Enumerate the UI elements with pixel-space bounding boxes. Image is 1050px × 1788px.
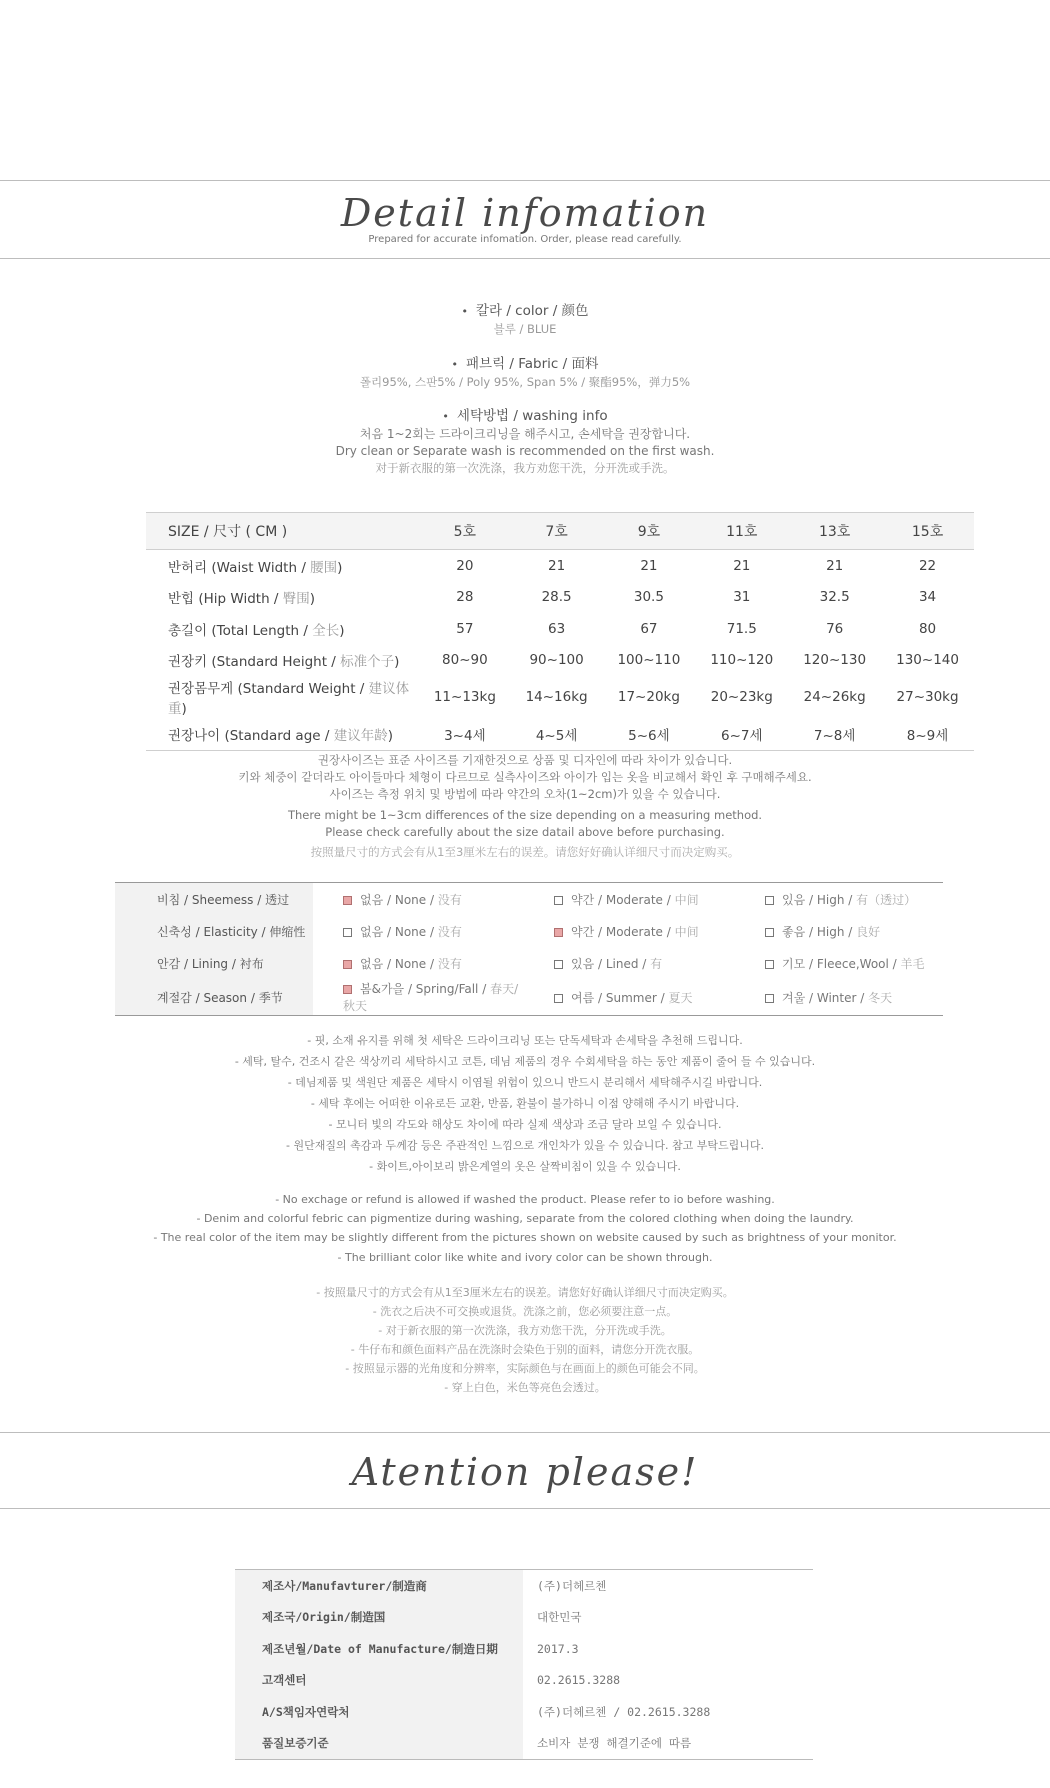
size-row-label [146,613,419,645]
manufacturer-row [235,1570,813,1602]
unchecked-box-icon [765,896,774,905]
feature-option-cn: 羊毛 [900,956,925,971]
size-value: 30.5 [633,589,664,606]
care-note-line: - 穿上白色，米色等亮色会透过。 [444,1381,606,1394]
feature-option-cn: 夏天 [668,990,693,1005]
size-row [146,582,974,614]
size-row-label-text: 권장키 (Standard Height / [168,654,341,671]
size-value: 28 [456,589,474,606]
manufacturer-table [235,1569,813,1760]
size-col: 11호 [695,513,788,550]
size-value: 22 [918,557,937,574]
feature-option [313,883,524,916]
size-value: 71.5 [726,620,757,637]
feature-label [115,915,313,947]
care-notes-zh [0,1283,1050,1397]
feature-option-cn: 没有 [437,892,462,907]
size-value: 5~6세 [602,718,695,750]
size-row-label-cn: 腰围 [310,559,338,576]
size-row-label-text: 반허리 (Waist Width / [168,559,311,576]
feature-option [524,883,735,916]
color-value: 블루 / BLUE [493,322,557,336]
size-row-label [146,550,419,582]
feature-option-text: 있음 / Lined / [571,956,651,971]
feature-option [313,979,524,1016]
feature-row [115,979,943,1016]
size-col: 7호 [511,513,603,550]
size-row-label [146,718,419,750]
feature-option [735,947,943,979]
size-note-zh: 按照量尺寸的方式会有从1至3厘米左右的误差。请您好好确认详细尺寸而决定购买。 [310,845,740,859]
feature-label-cn: 衬布 [239,956,264,971]
manufacturer-key: A/S책임자연락처 [235,1696,523,1728]
color-heading: • 칼라 / color / 颜色 [461,303,589,319]
feature-label-text: 신축성 / Elasticity / [157,924,270,939]
manufacturer-value: (주)더헤르첸 / 02.2615.3288 [537,1704,711,1719]
size-notes [0,752,1050,861]
detail-bottom-divider [0,258,1050,259]
feature-option-cn: 中间 [674,924,699,939]
checked-box-icon [343,896,352,905]
manufacturer-key: 제조사/Manufavturer/制造商 [235,1570,523,1602]
size-row-label-text: 권장나이 (Standard age / [168,727,334,744]
size-value: 100~110 [617,652,681,669]
unchecked-box-icon [765,994,774,1003]
feature-label [115,883,313,916]
care-note-line: - 핏, 소재 유지를 위해 첫 세탁은 드라이크리닝 또는 단독세탁과 손세탁을 추천해 드립니다. [307,1034,743,1047]
size-value: 6~7세 [695,718,788,750]
unchecked-box-icon [554,960,563,969]
feature-option [313,915,524,947]
detail-title: Detail infomation [340,191,710,235]
manufacturer-row [235,1633,813,1665]
care-note-line: - The real color of the item may be slightly different from the pictures shown on website caused by such as brightness of your monitor. [153,1231,897,1245]
size-col: 13호 [788,513,881,550]
attention-bottom-divider [0,1508,1050,1509]
feature-option-text: 없음 / None / [360,892,438,907]
manufacturer-value: 대한민국 [537,1610,582,1625]
size-row [146,550,974,582]
feature-option-text: 봄&가을 / Spring/Fall / [360,982,491,996]
manufacturer-key: 품질보증기준 [235,1728,523,1760]
size-value: 76 [826,620,844,637]
care-note-line: - 원단재질의 촉감과 두께감 등은 주관적인 느낌으로 개인차가 있을 수 있습니다. 참고 부탁드립니다. [286,1139,764,1152]
feature-label-cn: 透过 [265,892,290,907]
feature-label-text: 안감 / Lining / [157,956,240,971]
manufacturer-value: 02.2615.3288 [537,1673,621,1688]
feature-option-text: 여름 / Summer / [571,990,669,1005]
size-row-label-end: ) [394,654,400,671]
info-block [0,302,1050,477]
feature-label-cn: 伸缩性 [269,924,306,939]
size-row-label-text: 권장몸무게 (Standard Weight / [168,681,369,697]
size-value: 24~26kg [803,689,866,705]
feature-option [313,947,524,979]
size-value: 14~16kg [525,689,588,705]
size-header-label: SIZE / 尺寸 ( CM ) [146,513,419,550]
manufacturer-row [235,1602,813,1634]
size-row-label-end: ) [309,591,316,608]
size-value: 63 [548,620,566,637]
size-row-label-end: ) [337,559,343,576]
care-note-line: - 洗衣之后决不可交换或退货。洗涤之前，您必须要注意一点。 [372,1305,678,1318]
feature-option-cn: 没有 [437,956,462,971]
feature-option-cn: 没有 [437,924,462,939]
size-value: 3~4세 [419,718,511,750]
feature-option-text: 약간 / Moderate / [571,892,675,907]
size-row-label-text: 반힙 (Hip Width / [168,591,283,608]
checked-box-icon [343,985,352,994]
size-value: 21 [548,557,566,574]
feature-option-text: 없음 / None / [360,956,438,971]
feature-option-text: 약간 / Moderate / [571,924,675,939]
care-note-line: - No exchage or refund is allowed if washed the product. Please refer to io before washing. [275,1193,775,1206]
size-value: 32.5 [819,589,850,606]
checked-box-icon [554,928,563,937]
size-note-ko: 사이즈는 측정 위치 및 방법에 따라 약간의 오차(1~2cm)가 있을 수 있습니다. [329,787,721,801]
care-note-line: - 화이트,아이보리 밝은계열의 옷은 살짝비침이 있을 수 있습니다. [369,1160,681,1173]
size-col: 9호 [602,513,695,550]
size-value: 67 [640,620,658,637]
size-value: 28.5 [541,589,572,606]
size-value: 4~5세 [511,718,603,750]
unchecked-box-icon [343,928,352,937]
feature-option-cn: 有（透过） [856,892,917,907]
size-value: 130~140 [896,652,959,669]
size-row-label-cn: 标准个子 [340,654,395,671]
care-note-line: - 牛仔布和颜色面料产品在洗涤时会染色于别的面料，请您分开洗衣服。 [350,1343,700,1356]
feature-option-cn: 有 [650,956,663,971]
care-note-line: - 세탁 후에는 어떠한 이유로든 교환, 반품, 환불이 불가하니 이점 양해해 주시기 바랍니다. [310,1097,740,1110]
size-value: 20 [456,557,474,574]
feature-option-text: 있음 / High / [782,892,857,907]
size-value: 80~90 [442,652,488,669]
size-value: 27~30kg [896,689,959,705]
feature-option-text: 기모 / Fleece,Wool / [782,956,901,971]
manufacturer-value: 소비자 분쟁 해결기준에 따름 [537,1736,692,1751]
size-value: 11~13kg [433,689,496,705]
checked-box-icon [343,960,352,969]
feature-label [115,947,313,979]
size-value: 7~8세 [788,718,881,750]
size-note-ko: 키와 체중이 같더라도 아이들마다 체형이 다르므로 실측사이즈와 아이가 입는 옷을 비교해서 확인 후 구매해주세요. [238,770,812,784]
wash-line-ko: 처음 1~2회는 드라이크리닝을 해주시고, 손세탁을 권장합니다. [359,427,691,441]
wash-heading: • 세탁방법 / washing info [442,408,608,424]
size-note-en: There might be 1~3cm differences of the size depending on a measuring method. [287,808,763,822]
size-row-label-cn: 建议年龄 [333,727,388,744]
size-row-label-end: ) [181,701,187,717]
size-row-label-cn: 全长 [312,622,340,639]
size-value: 31 [733,589,751,606]
care-note-line: - 按照量尺寸的方式会有从1至3厘米左右的误差。请您好好确认详细尺寸而决定购买。 [316,1286,734,1299]
feature-row [115,947,943,979]
size-col: 5호 [419,513,511,550]
size-value: 80 [918,620,937,637]
size-value: 21 [640,557,658,574]
detail-subtitle: Prepared for accurate infomation. Order, please read carefully. [368,234,682,245]
feature-option-cn: 春天/秋天 [343,982,519,1013]
feature-option-cn: 良好 [856,924,881,939]
care-note-line: - The brilliant color like white and ivory color can be shown through. [337,1250,713,1264]
feature-label [115,979,313,1016]
size-value: 21 [733,557,751,574]
size-col: 15호 [881,513,974,550]
care-note-line: - Denim and colorful febric can pigmentize during washing, separate from the colored clothing when doing the laundry. [196,1212,854,1226]
manufacturer-row [235,1696,813,1728]
feature-option-text: 겨울 / Winter / [782,990,869,1005]
feature-label-text: 비침 / Sheemess / [157,892,266,907]
size-header-row [146,513,974,550]
attention-title: Atention please! [351,1450,699,1494]
size-row-label-end: ) [339,622,345,639]
unchecked-box-icon [765,960,774,969]
size-value: 110~120 [710,652,774,669]
wash-line-en: Dry clean or Separate wash is recommended on the first wash. [335,444,715,458]
feature-label-cn: 季节 [258,990,283,1005]
care-note-line: - 세탁, 탈수, 건조시 같은 색상끼리 세탁하시고 코튼, 데님 제품의 경우 수회세탁을 하는 동안 제품이 줄어 들 수 있습니다. [234,1055,816,1068]
care-notes-en [0,1190,1050,1267]
fabric-heading: • 패브릭 / Fabric / 面料 [451,356,599,372]
size-value: 17~20kg [617,689,680,705]
size-note-ko: 권장사이즈는 표준 사이즈를 기재한것으로 상품 및 디자인에 따라 차이가 있습니다. [317,753,733,767]
top-divider [0,180,1050,181]
manufacturer-key: 제조국/Origin/制造国 [235,1602,523,1634]
feature-option-text: 좋음 / High / [782,924,857,939]
feature-table [115,882,943,1016]
size-value: 20~23kg [710,689,773,705]
feature-option-cn: 中间 [674,892,699,907]
attention-top-divider [0,1432,1050,1433]
care-note-line: - 对于新衣服的第一次洗涤，我方劝您干洗，分开洗或手洗。 [378,1324,672,1337]
manufacturer-row [235,1728,813,1760]
unchecked-box-icon [554,896,563,905]
manufacturer-value: (주)더헤르첸 [537,1578,607,1593]
size-value: 34 [918,589,937,606]
feature-option [735,883,943,916]
size-row-label [146,645,419,677]
size-row-label-cn: 臀围 [282,591,310,608]
care-note-line: - 모니터 빛의 각도와 해상도 차이에 따라 실제 색상과 조금 달라 보일 수 있습니다. [328,1118,722,1131]
wash-line-zh: 对于新衣服的第一次洗涤，我方劝您干洗，分开洗或手洗。 [375,461,675,475]
feature-option [524,947,735,979]
feature-row [115,915,943,947]
feature-option-cn: 冬天 [868,990,893,1005]
manufacturer-value: 2017.3 [537,1641,579,1656]
size-value: 90~100 [529,652,584,669]
unchecked-box-icon [554,994,563,1003]
manufacturer-key: 고객센터 [235,1665,523,1697]
feature-option [735,979,943,1016]
care-notes-ko [0,1030,1050,1177]
size-table [146,512,974,751]
feature-option [524,979,735,1016]
feature-option-text: 없음 / None / [360,924,438,939]
fabric-value: 폴리95%, 스판5% / Poly 95%, Span 5% / 聚酯95%，弹力5% [359,375,691,389]
feature-label-text: 계절감 / Season / [157,990,259,1005]
size-value: 57 [456,620,474,637]
feature-option [735,915,943,947]
size-note-en: Please check carefully about the size datail above before purchasing. [325,825,725,839]
care-note-line: - 按照显示器的光角度和分辨率，实际颜色与在画面上的颜色可能会不同。 [345,1362,705,1375]
size-value: 8~9세 [881,718,974,750]
size-value: 120~130 [803,652,867,669]
unchecked-box-icon [765,928,774,937]
size-row [146,645,974,677]
size-row-label-cn: 建议体重 [168,681,410,717]
size-row-label-end: ) [387,727,393,744]
size-row-label [146,582,419,614]
size-value: 21 [826,557,844,574]
size-row-label-text: 총길이 (Total Length / [168,622,313,639]
manufacturer-key: 제조년월/Date of Manufacture/制造日期 [235,1633,523,1665]
feature-option [524,915,735,947]
size-row [146,676,974,718]
size-row-label [146,676,419,718]
care-note-line: - 데님제품 및 색원단 제품은 세탁시 이염될 위험이 있으니 반드시 분리해서 세탁해주시길 바랍니다. [287,1076,763,1089]
size-row [146,718,974,750]
manufacturer-row [235,1665,813,1697]
feature-row [115,883,943,916]
size-row [146,613,974,645]
